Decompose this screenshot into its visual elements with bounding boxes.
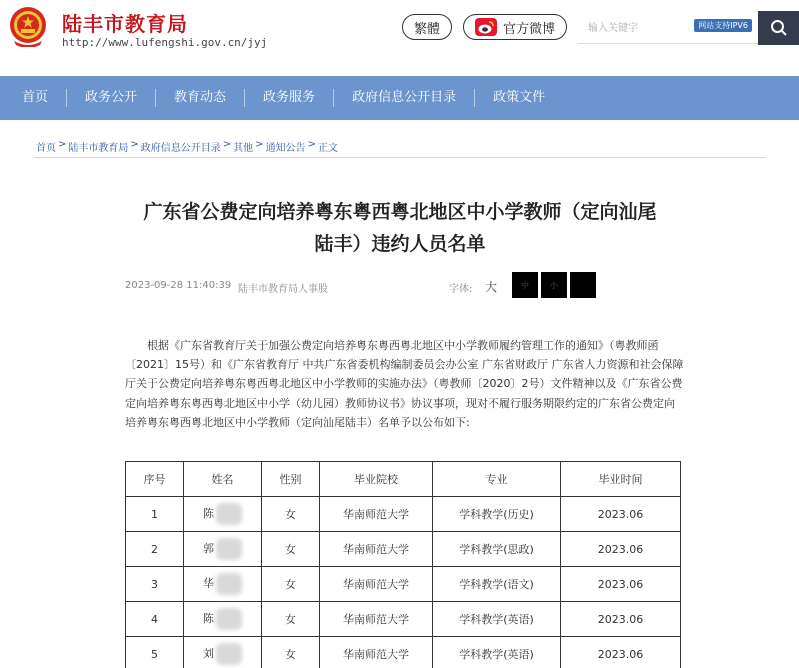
redaction-blur [216,608,242,630]
breadcrumb-separator: > [130,139,139,150]
table-cell-time: 2023.06 [561,532,681,567]
search-input[interactable] [578,12,698,44]
breadcrumb-divider [34,157,766,158]
violators-table [125,461,681,668]
font-size-option[interactable] [570,272,596,298]
ipv6-badge: 网站支持IPV6 [694,19,752,32]
table-cell-time: 2023.06 [561,567,681,602]
table-cell-school: 华南师范大学 [320,567,433,602]
nav-item-policy-documents[interactable]: 政策文件 [493,90,546,105]
table-row [126,567,681,602]
table-cell-name [184,567,262,602]
name-text: 华 [203,577,214,590]
nav-item-info-disclosure[interactable]: 政府信息公开目录 [352,90,457,105]
table-cell-school: 华南师范大学 [320,602,433,637]
font-size-small[interactable]: 小 [541,272,567,298]
table-cell-sex: 女 [262,602,320,637]
breadcrumb-disclosure[interactable]: 政府信息公开目录 [140,143,221,154]
table-header: 专业 [433,462,561,497]
table-cell-school: 华南师范大学 [320,637,433,668]
table-cell-major: 学科教学(语文) [433,567,561,602]
table-cell-no: 4 [126,602,184,637]
table-cell-school: 华南师范大学 [320,532,433,567]
breadcrumb [36,139,338,154]
redaction-blur [216,643,242,665]
search-icon [770,19,788,37]
table-cell-name [184,532,262,567]
table-cell-no: 3 [126,567,184,602]
table-cell-major: 学科教学(历史) [433,497,561,532]
article-source: 陆丰市教育局人事股 [238,284,328,295]
table-cell-sex: 女 [262,637,320,668]
nav-item-government-services[interactable]: 政务服务 [263,90,316,105]
redaction-blur [216,538,242,560]
traditional-chinese-button[interactable]: 繁體 [402,14,452,40]
table-cell-no: 5 [126,637,184,668]
redaction-blur [216,503,242,525]
official-weibo-button[interactable] [463,14,567,40]
nav-item-education-news[interactable]: 教育动态 [174,90,227,105]
name-text: 刘 [203,647,214,660]
national-emblem-icon [8,5,48,47]
table-cell-major: 学科教学(思政) [433,532,561,567]
redaction-blur [216,573,242,595]
breadcrumb-separator: > [222,139,232,150]
table-header: 毕业时间 [561,462,681,497]
table-cell-sex: 女 [262,532,320,567]
table-cell-major: 学科教学(英语) [433,602,561,637]
site-header [0,0,799,62]
name-text: 陈 [203,612,214,625]
font-size-large[interactable]: 大 [485,280,498,294]
nav-item-home[interactable]: 首页 [22,90,49,105]
table-header: 毕业院校 [320,462,433,497]
breadcrumb-separator: > [307,139,316,150]
table-cell-no: 1 [126,497,184,532]
table-cell-no: 2 [126,532,184,567]
nav-item-government-affairs[interactable]: 政务公开 [85,90,138,105]
table-header: 序号 [126,462,184,497]
name-text: 郭 [203,542,214,555]
table-cell-sex: 女 [262,567,320,602]
breadcrumb-notices[interactable]: 通知公告 [265,143,306,154]
breadcrumb-separator: > [58,139,67,150]
table-cell-name [184,602,262,637]
name-text: 陈 [203,507,214,520]
breadcrumb-bureau[interactable]: 陆丰市教育局 [68,143,129,154]
table-cell-name [184,497,262,532]
table-cell-time: 2023.06 [561,497,681,532]
table-header: 姓名 [184,462,262,497]
table-cell-name [184,637,262,668]
table-cell-time: 2023.06 [561,637,681,668]
article-body: 根据《广东省教育厅关于加强公费定向培养粤东粤西粤北地区中小学教师履约管理工作的通知》（粤教师函〔2021〕15号）和《广东省教育厅 中共广东省委机构编制委员会办公室 广东省财政厅 广东省人力资源和社会保障厅关于公费定向培养粤东粤西粤北地区中小学教师的实施办法》（粤教师〔2020〕2号）文件精神以及《广东省公费定向培养粤东粤西粤北地区中小学（幼儿园）教师协议书》协议事项，现对不履行服务期限约定的广东省公费定向培养粤东粤西粤北地区中小学教师（定向汕尾陆丰）名单予以公布如下: [125,339,684,429]
table-cell-time: 2023.06 [561,602,681,637]
table-row [126,602,681,637]
breadcrumb-home[interactable]: 首页 [36,143,56,154]
article-title [110,196,690,260]
main-nav [0,76,799,120]
search-button[interactable] [758,11,799,45]
font-size-label: 字体: [449,284,473,295]
font-size-medium[interactable]: 中 [512,272,538,298]
table-cell-major: 学科教学(英语) [433,637,561,668]
table-cell-school: 华南师范大学 [320,497,433,532]
table-row [126,497,681,532]
article-title-line: 陆丰）违约人员名单 [314,233,486,255]
table-header-row [126,462,681,497]
site-title[interactable]: 陆丰市教育局 [62,12,188,36]
table-row [126,532,681,567]
weibo-icon [475,18,497,36]
table-cell-sex: 女 [262,497,320,532]
site-url: http://www.lufengshi.gov.cn/jyj [62,36,268,49]
search-box [578,12,758,44]
article-title-line: 广东省公费定向培养粤东粤西粤北地区中小学教师（定向汕尾 [143,201,657,223]
publish-date: 2023-09-28 11:40:39 [125,280,232,291]
breadcrumb-separator: > [255,139,264,150]
weibo-label: 官方微博 [502,21,555,37]
breadcrumb-other[interactable]: 其他 [233,143,254,154]
table-header: 性别 [262,462,320,497]
breadcrumb-current: 正文 [317,143,338,154]
table-row [126,637,681,668]
